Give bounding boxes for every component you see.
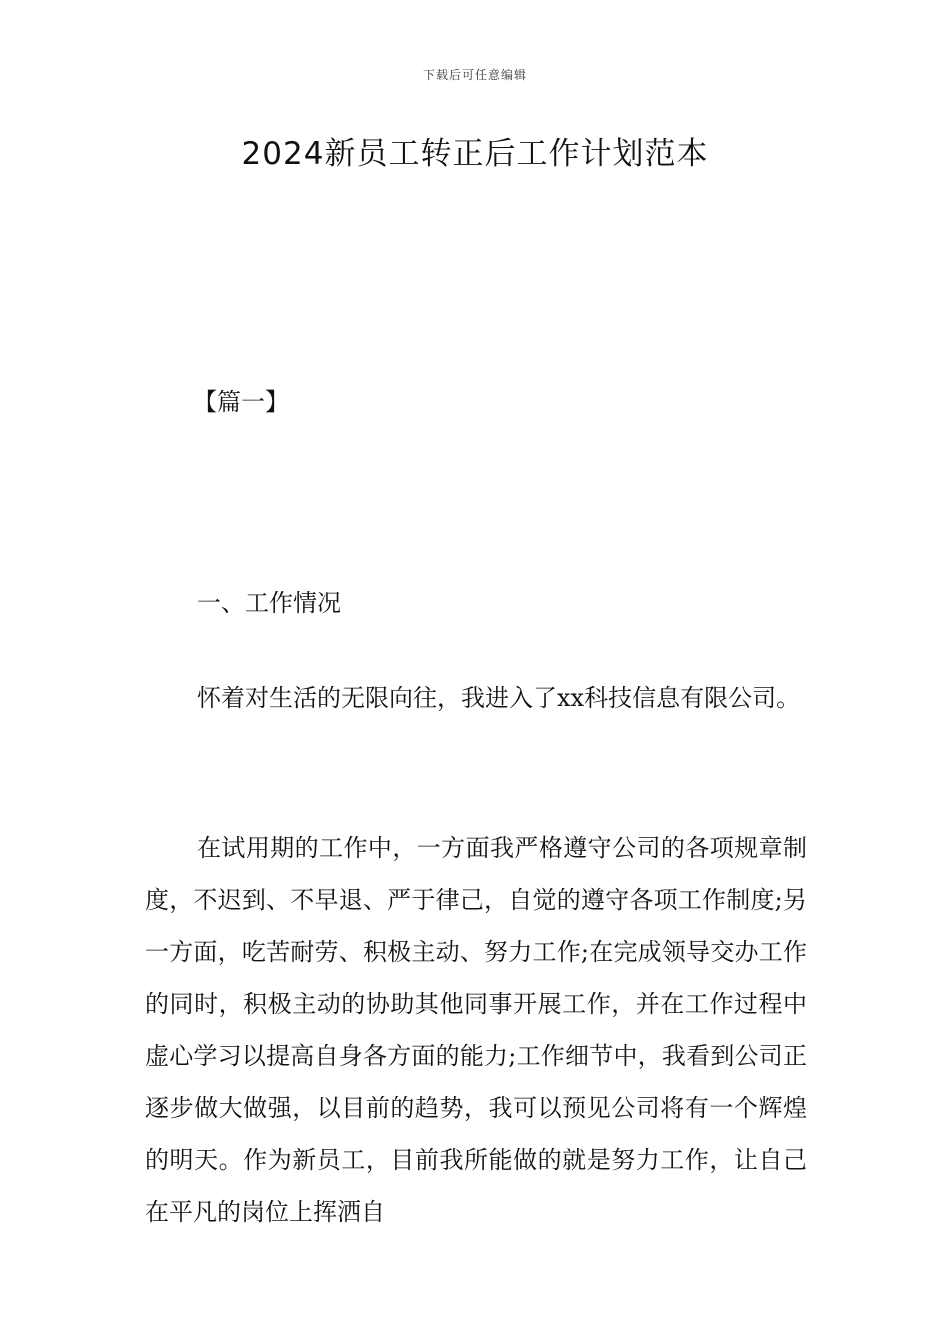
- document-title: 2024新员工转正后工作计划范本: [241, 136, 709, 172]
- header-note: 下载后可任意编辑: [422, 68, 527, 82]
- section-marker: 【篇一】: [193, 388, 289, 416]
- paragraph-2: 在试用期的工作中，一方面我严格遵守公司的各项规章制度，不迟到、不早退、严于律己，自觉的遵守各项工作制度;另一方面，吃苦耐劳、积极主动、努力工作;在完成领导交办工作的同时，积极主动的协助其他同事开展工作，并在工作过程中虚心学习以提高自身各方面的能力;工作细节中，我看到公司正逐步做大做强，以目前的趋势，我可以预见公司将有一个辉煌的明天。作为新员工，目前我所能做的就是努力工作，让自己在平凡的岗位上挥洒自: [145, 834, 807, 1226]
- paragraph-1: 怀着对生活的无限向往，我进入了xx科技信息有限公司。: [197, 684, 801, 712]
- section-heading: 一、工作情况: [197, 589, 341, 617]
